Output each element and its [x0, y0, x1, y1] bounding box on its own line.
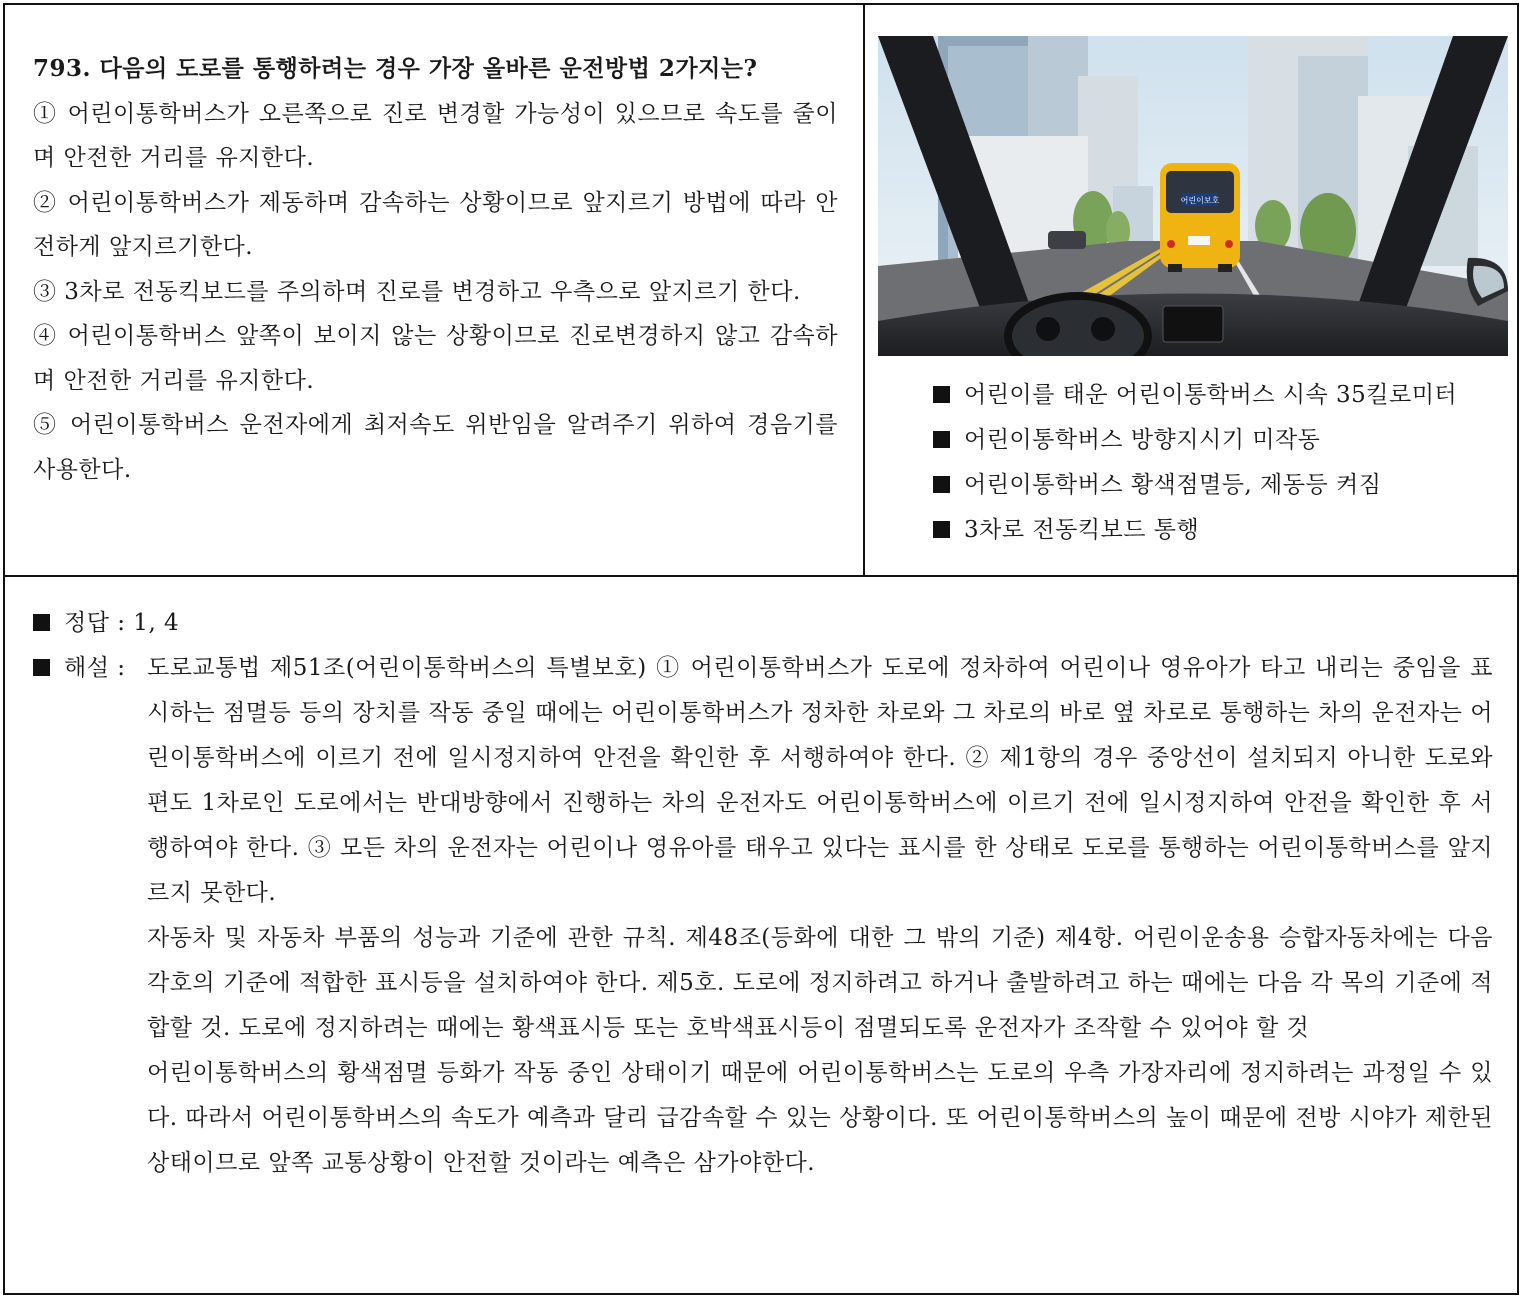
answer-block: [33, 601, 1493, 646]
vertical-divider: [863, 3, 865, 577]
condition-item: 3차로 전동킥보드 통행: [933, 508, 1493, 553]
square-bullet-icon: [933, 476, 950, 493]
bus-sign: 어린이보호: [1180, 196, 1220, 205]
option-1: ① 어린이통학버스가 오른쪽으로 진로 변경할 가능성이 있으므로 속도를 줄이며 안전한 거리를 유지한다.: [33, 100, 838, 171]
square-bullet-icon: [933, 386, 950, 403]
answer-text: 정답 : 1, 4: [64, 610, 180, 636]
option-2: ② 어린이통학버스가 제동하며 감속하는 상황이므로 앞지르기 방법에 따라 안전하게 앞지르기한다.: [33, 189, 838, 260]
horizontal-divider: [3, 575, 1519, 577]
explanation-body: [147, 646, 1493, 1186]
square-bullet-icon: [933, 521, 950, 538]
answer-row: [33, 601, 1493, 646]
square-bullet-icon: [33, 659, 50, 676]
condition-item: 어린이통학버스 황색점멸등, 제동등 켜짐: [933, 463, 1493, 508]
driving-scene-illustration: [878, 36, 1508, 356]
explanation-paragraph: 자동차 및 자동차 부품의 성능과 기준에 관한 규칙. 제48조(등화에 대한 그 밖의 기준) 제4항. 어린이운송용 승합자동차에는 다음 각호의 기준에 적합한 표시등을 설치하여야 한다. 제5호. 도로에 정지하려고 하거나 출발하려고 하는 때에는 다음 각 목의 기준에 적합할 것. 도로에 정지하려는 때에는 황색표시등 또는 호박색표시등이 점멸되도록 운전자가 조작할 수 있어야 할 것: [147, 925, 1493, 1041]
explanation-label: 해설 :: [64, 655, 126, 681]
option-5: ⑤ 어린이통학버스 운전자에게 최저속도 위반임을 알려주기 위하여 경음기를 사용한다.: [33, 412, 838, 483]
explanation-paragraph: 어린이통학버스의 황색점멸 등화가 작동 중인 상태이기 때문에 어린이통학버스는 도로의 우측 가장자리에 정지하려는 과정일 수 있다. 따라서 어린이통학버스의 속도가 예측과 달리 급감속할 수 있는 상황이다. 또 어린이통학버스의 높이 때문에 전방 시야가 제한된 상태이므로 앞쪽 교통상황이 안전할 것이라는 예측은 삼가야한다.: [147, 1060, 1493, 1176]
option-3: ③ 3차로 전동킥보드를 주의하며 진로를 변경하고 우측으로 앞지르기 한다.: [33, 278, 801, 305]
conditions-list: [933, 373, 1493, 553]
question-block: [33, 47, 838, 492]
condition-item: 어린이통학버스 방향지시기 미작동: [933, 418, 1493, 463]
option-4: ④ 어린이통학버스 앞쪽이 보이지 않는 상황이므로 진로변경하지 않고 감속하며 안전한 거리를 유지한다.: [33, 323, 838, 394]
explanation-block: [33, 646, 1493, 1186]
square-bullet-icon: [33, 614, 50, 631]
explanation-paragraph: 도로교통법 제51조(어린이통학버스의 특별보호) ① 어린이통학버스가 도로에 정차하여 어린이나 영유아가 타고 내리는 중임을 표시하는 점멸등 등의 장치를 작동 중일 때에는 어린이통학버스가 정차한 차로와 그 차로의 바로 옆 차로로 통행하는 차의 운전자는 어린이통학버스에 이르기 전에 일시정지하여 안전을 확인한 후 서행하여야 한다. ② 제1항의 경우 중앙선이 설치되지 아니한 도로와 편도 1차로인 도로에서는 반대방향에서 진행하는 차의 운전자도 어린이통학버스에 이르기 전에 일시정지하여 안전을 확인한 후 서행하여야 한다. ③ 모든 차의 운전자는 어린이나 영유아를 태우고 있다는 표시를 한 상태로 도로를 통행하는 어린이통학버스를 앞지르지 못한다.: [147, 655, 1493, 906]
question-title: 793. 다음의 도로를 통행하려는 경우 가장 올바른 운전방법 2가지는?: [33, 55, 758, 82]
explanation-head: [33, 646, 126, 691]
square-bullet-icon: [933, 431, 950, 448]
condition-item: 어린이를 태운 어린이통학버스 시속 35킬로미터: [933, 373, 1493, 418]
